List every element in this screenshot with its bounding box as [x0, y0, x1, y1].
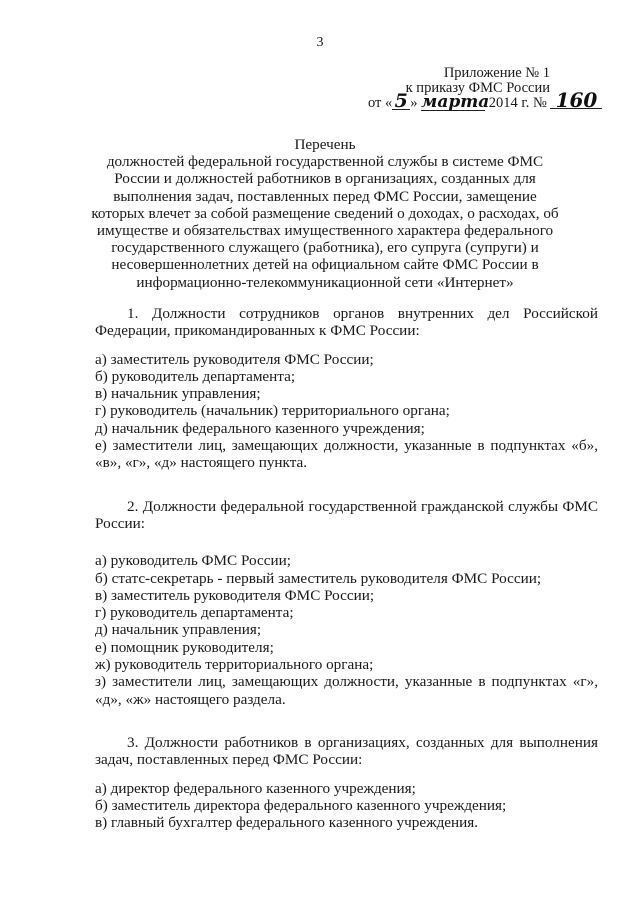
title-text: должностей федеральной государственной службы в системе ФМС России и должностей работников в организациях, созданных для выполнения задач, поставленных перед ФМС России, замещение которых влечет за собой размещение сведений о доходах, о расходах, об имуществе и обязательствах имущественного характера федерального государственного служащего (работника), его супруга (супруги) и несовершеннолетних детей на официальном сайте ФМС России в информационно-телекоммуникационной сети «Интернет»: [91, 153, 559, 291]
list-item: а) директор федерального казенного учреждения;: [95, 779, 416, 797]
list-item: б) заместитель директора федерального казенного учреждения;: [95, 796, 507, 814]
section-1-list: [95, 351, 598, 472]
handwritten-month: марта: [421, 92, 490, 112]
handwritten-order-number: 160: [550, 92, 602, 109]
list-item: а) заместитель руководителя ФМС России;: [95, 350, 374, 368]
section-2-heading: 2. Должности федеральной государственной гражданской службы ФМС России:: [95, 497, 598, 532]
list-item: а) руководитель ФМС России;: [95, 552, 291, 570]
list-item: г) руководитель (начальник) территориального органа;: [95, 402, 450, 420]
list-item: б) руководитель департамента;: [95, 367, 296, 385]
section-1-heading: 1. Должности сотрудников органов внутренних дел Российской Федерации, прикомандированных к ФМС России:: [95, 305, 598, 340]
list-item: г) руководитель департамента;: [95, 604, 294, 622]
handwritten-day: 5: [392, 93, 410, 110]
list-item: д) начальник федерального казенного учреждения;: [95, 419, 425, 437]
title-heading: Перечень: [294, 136, 356, 153]
appendix-order-ref: к приказу ФМС России: [405, 80, 550, 96]
section-3-heading: 3. Должности работников в организациях, созданных для выполнения задач, поставленных перед ФМС России:: [95, 733, 598, 769]
list-item: в) заместитель руководителя ФМС России;: [95, 586, 375, 604]
list-item: б) статс-секретарь - первый заместитель руководителя ФМС России;: [95, 569, 542, 587]
list-item: ж) руководитель территориального органа;: [95, 656, 374, 674]
list-item: д) начальник управления;: [95, 621, 262, 639]
document-title: [90, 136, 560, 291]
date-prefix: от «: [368, 95, 393, 111]
appendix-label: Приложение № 1: [443, 65, 550, 81]
list-item: в) главный бухгалтер федерального казенного учреждения.: [95, 814, 479, 832]
date-suffix: 2014 г. №: [488, 95, 547, 111]
page-number: 3: [316, 35, 324, 50]
list-item: в) начальник управления;: [95, 385, 261, 403]
section-3-list: [95, 780, 598, 832]
date-mid: »: [410, 95, 418, 111]
list-item: е) заместители лиц, замещающих должности, указанные в подпунктах «б», «в», «г», «д» настоящего пункта.: [95, 437, 598, 472]
document-body: [95, 305, 598, 831]
section-2-list: [95, 552, 598, 708]
list-item: з) заместители лиц, замещающих должности, указанные в подпунктах «г», «д», «ж» настоящего раздела.: [95, 673, 598, 708]
list-item: е) помощник руководителя;: [95, 638, 274, 656]
